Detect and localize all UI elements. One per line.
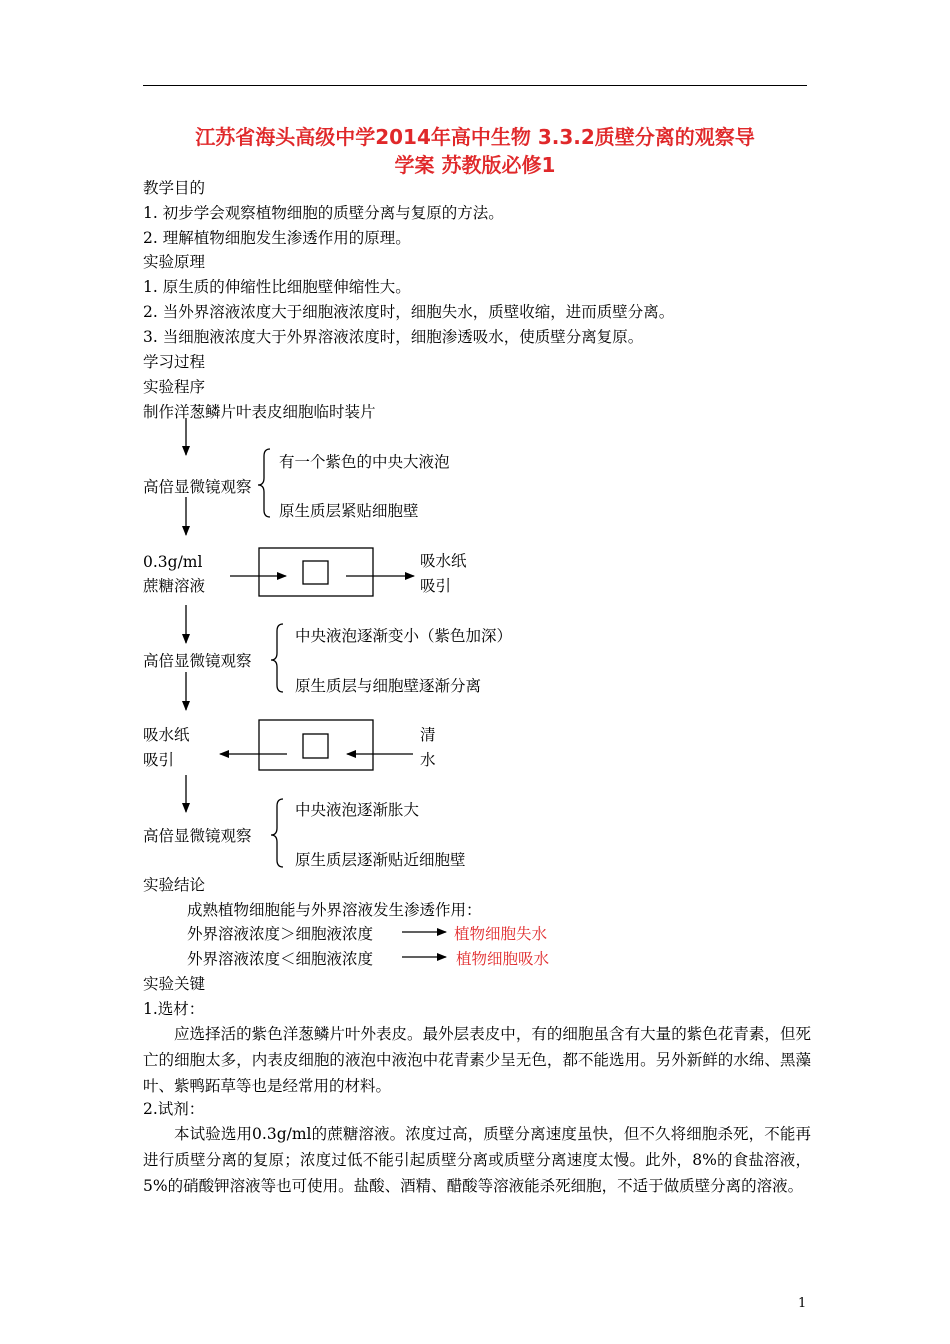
conclusion-condition-1: 外界溶液浓度＞细胞液浓度: [187, 925, 374, 943]
procedure-step-1: 制作洋葱鳞片叶表皮细胞临时装片: [143, 403, 376, 421]
page-title-line1: 江苏省海头高级中学2014年高中生物 3.3.2质壁分离的观察导: [195, 125, 755, 149]
sucrose-label: 蔗糖溶液: [143, 577, 206, 595]
page-number: 1: [798, 1296, 807, 1311]
draw-label-2: 吸引: [143, 751, 175, 769]
process-heading: 学习过程: [143, 353, 206, 371]
conclusion-intro: 成熟植物细胞能与外界溶液发生渗透作用：: [187, 901, 482, 919]
principle-item-3: 3. 当细胞液浓度大于外界溶液浓度时，细胞渗透吸水，使质壁分离复原。: [143, 328, 644, 346]
principle-item-1: 1. 原生质的伸缩性比细胞壁伸缩性大。: [143, 278, 411, 296]
sucrose-amount: 0.3g/ml: [143, 553, 203, 571]
page-title-line2: 学案 苏教版必修1: [394, 153, 556, 177]
brace-2: [271, 624, 283, 692]
observation-2b: 原生质层与细胞壁逐渐分离: [295, 677, 482, 695]
coverslip-2: [303, 734, 328, 758]
water-char-2: 水: [420, 751, 436, 769]
coverslip-1: [303, 561, 328, 584]
principle-heading: 实验原理: [143, 253, 206, 271]
conclusion-condition-2: 外界溶液浓度＜细胞液浓度: [187, 950, 374, 968]
conclusion-heading: 实验结论: [143, 876, 206, 894]
conclusion-result-2: 植物细胞吸水: [456, 950, 550, 968]
brace-3: [271, 799, 283, 867]
absorb-paper-label-1: 吸水纸: [420, 552, 467, 570]
slide-frame-1: [259, 548, 373, 596]
observation-3b: 原生质层逐渐贴近细胞壁: [295, 851, 466, 869]
slide-frame-2: [259, 720, 373, 770]
brace-1: [258, 449, 270, 517]
absorb-paper-label-2: 吸水纸: [143, 726, 190, 744]
observe-label-3: 高倍显微镜观察: [143, 827, 252, 845]
observation-1b: 原生质层紧贴细胞壁: [279, 502, 419, 520]
objective-item-2: 2. 理解植物细胞发生渗透作用的原理。: [143, 229, 411, 247]
procedure-heading: 实验程序: [143, 378, 206, 396]
objectives-heading: 教学目的: [143, 179, 206, 197]
draw-label-1: 吸引: [420, 577, 452, 595]
key-paragraph-reagents: 本试验选用0.3g/ml的蔗糖溶液。浓度过高，质壁分离速度虽快，但不久将细胞杀死，不能再进行质壁分离的复原；浓度过低不能引起质壁分离或质壁分离速度太慢。此外，8%的食盐溶液，5%的硝酸钾溶液等也可使用。盐酸、酒精、醋酸等溶液能杀死细胞，不适于做质壁分离的溶液。: [143, 1125, 811, 1195]
objective-item-1: 1. 初步学会观察植物细胞的质壁分离与复原的方法。: [143, 204, 504, 222]
key-subheading-materials: 1.选材：: [143, 1000, 205, 1018]
key-paragraph-materials: 应选择活的紫色洋葱鳞片叶外表皮。最外层表皮中，有的细胞虽含有大量的紫色花青素，但死亡的细胞太多，内表皮细胞的液泡中液泡中花青素少呈无色，都不能选用。另外新鲜的水绵、黑藻叶、紫鸭跖草等也是经常用的材料。: [143, 1025, 811, 1095]
observation-3a: 中央液泡逐渐胀大: [295, 801, 420, 819]
principle-item-2: 2. 当外界溶液浓度大于细胞液浓度时，细胞失水，质壁收缩，进而质壁分离。: [143, 303, 675, 321]
observation-1a: 有一个紫色的中央大液泡: [279, 453, 450, 471]
water-char-1: 清: [420, 726, 436, 744]
conclusion-result-1: 植物细胞失水: [454, 925, 548, 943]
key-subheading-reagents: 2.试剂：: [143, 1100, 205, 1118]
observe-label-2: 高倍显微镜观察: [143, 652, 252, 670]
observe-label-1: 高倍显微镜观察: [143, 478, 252, 496]
observation-2a: 中央液泡逐渐变小（紫色加深）: [295, 627, 513, 645]
key-heading: 实验关键: [143, 975, 206, 993]
